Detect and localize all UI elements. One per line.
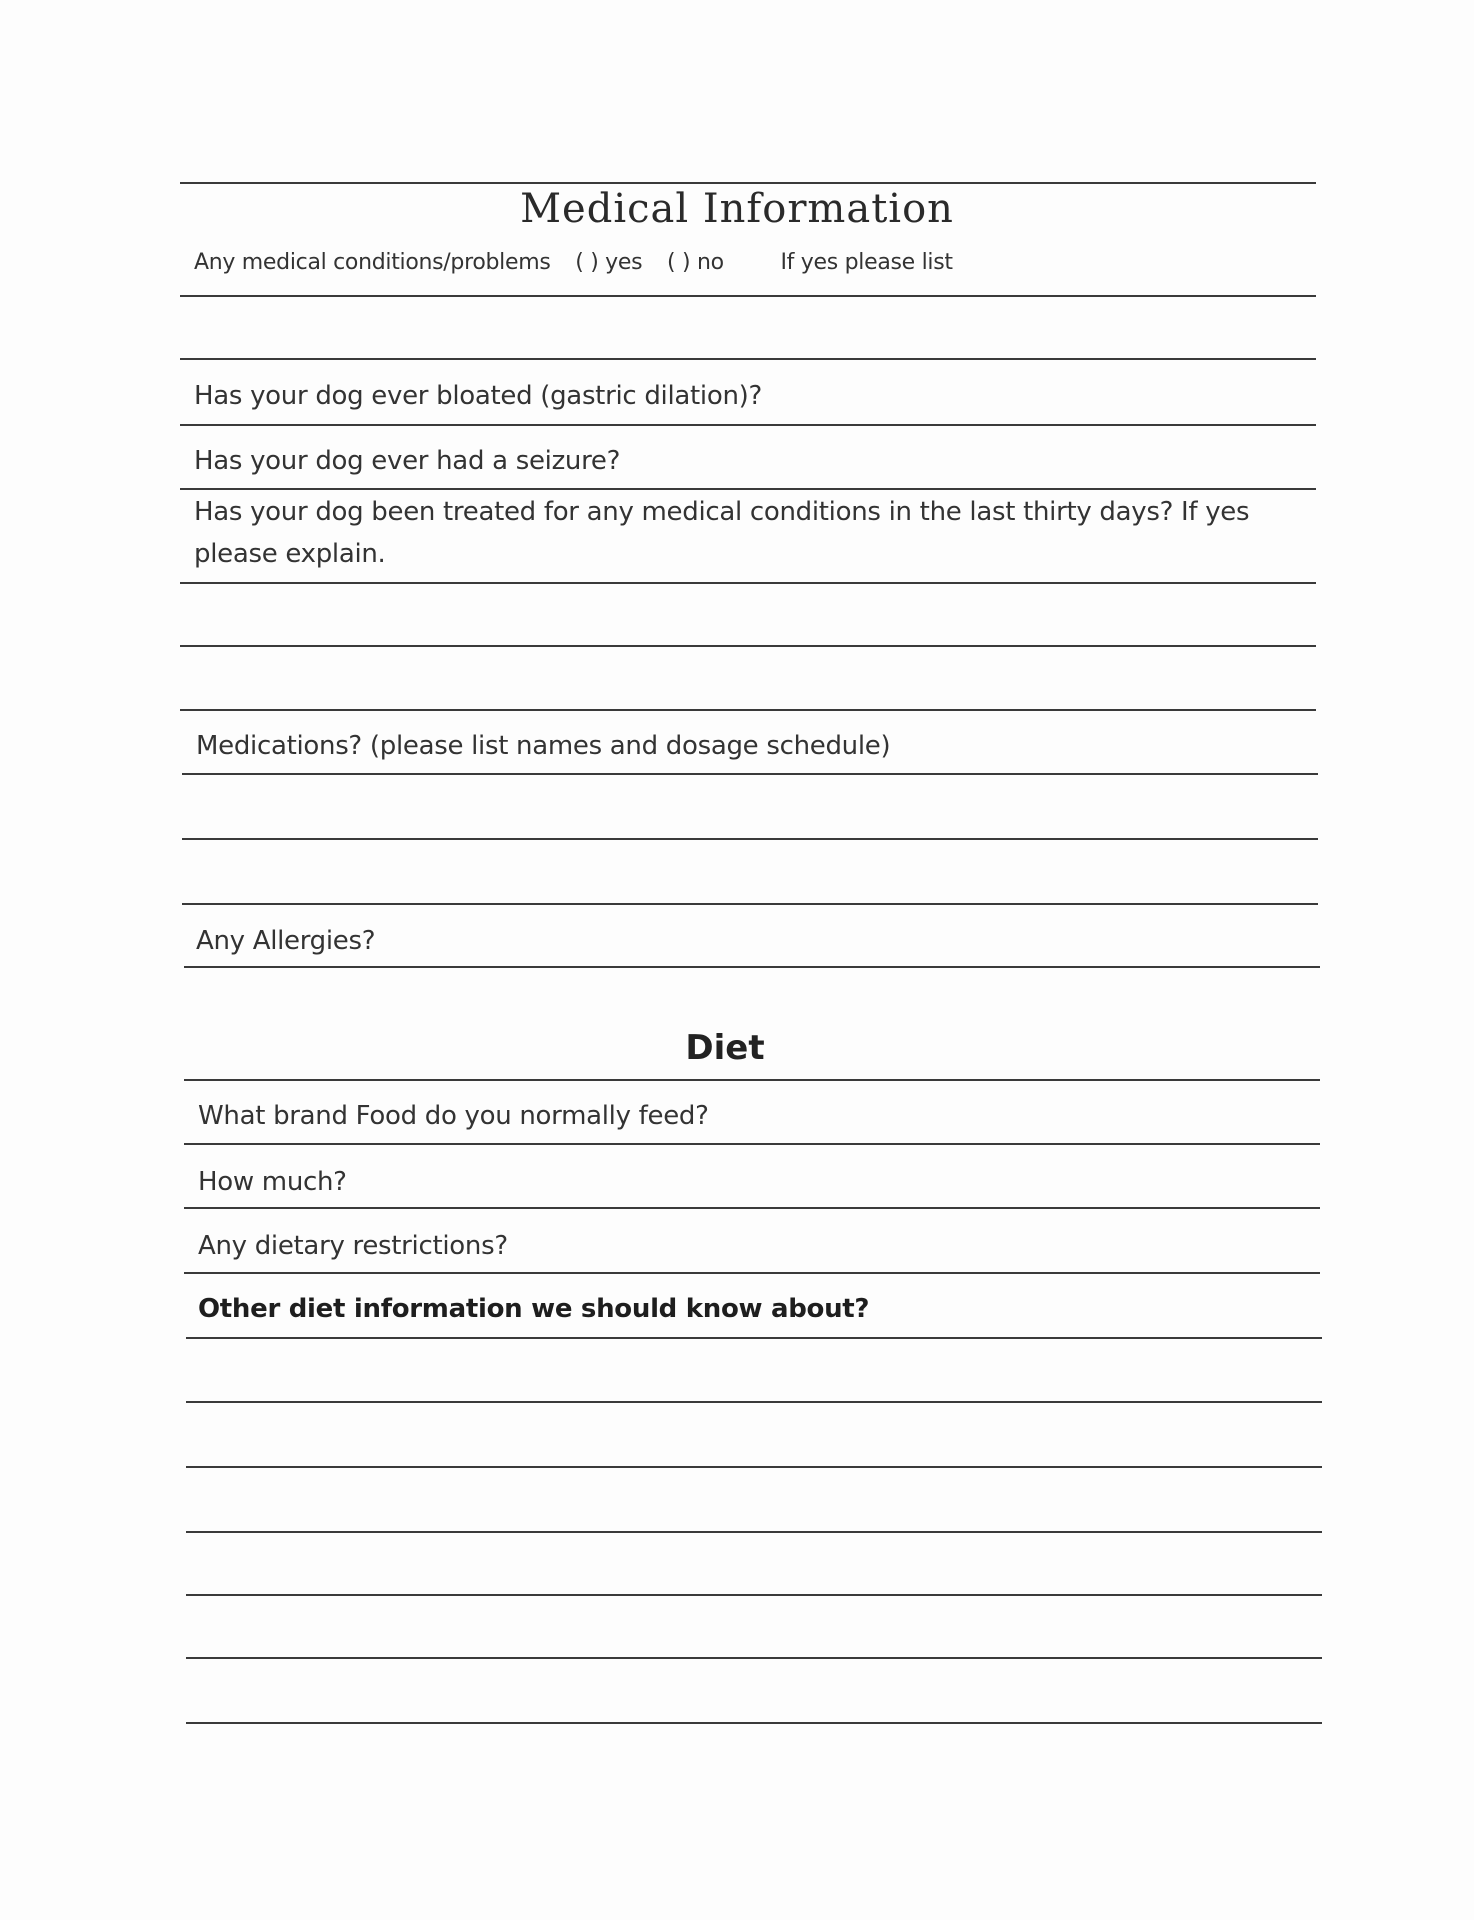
other-diet-answer-line-1[interactable] <box>186 1337 1322 1339</box>
allergies-question: Any Allergies? <box>196 926 376 956</box>
medical-conditions-no-checkbox[interactable]: ( ) no <box>667 250 724 275</box>
medical-conditions-answer-line-2[interactable] <box>180 358 1316 360</box>
medications-question: Medications? (please list names and dosage schedule) <box>196 731 891 761</box>
restrictions-answer-line[interactable] <box>184 1272 1320 1274</box>
medications-answer-line-3[interactable] <box>182 903 1318 905</box>
seizure-answer-line[interactable] <box>180 488 1316 490</box>
treated-answer-line-1[interactable] <box>180 582 1316 584</box>
seizure-question: Has your dog ever had a seizure? <box>194 446 621 476</box>
other-diet-question: Other diet information we should know about? <box>198 1294 870 1324</box>
other-diet-answer-line-4[interactable] <box>186 1531 1322 1533</box>
top-rule <box>180 182 1316 184</box>
restrictions-question: Any dietary restrictions? <box>198 1231 508 1261</box>
medications-answer-line-1[interactable] <box>182 773 1318 775</box>
brand-answer-line[interactable] <box>184 1143 1320 1145</box>
treated-answer-line-3[interactable] <box>180 709 1316 711</box>
diet-section-title: Diet <box>685 1028 765 1068</box>
medical-section-title: Medical Information <box>520 186 954 232</box>
medical-conditions-label: Any medical conditions/problems <box>194 250 551 275</box>
brand-question: What brand Food do you normally feed? <box>198 1101 709 1131</box>
treated-question: Has your dog been treated for any medical conditions in the last thirty days? If yes please explain. <box>194 497 1250 569</box>
bloated-question: Has your dog ever bloated (gastric dilation)? <box>194 381 762 411</box>
allergies-answer-line[interactable] <box>184 966 1320 968</box>
medical-conditions-answer-line-1[interactable] <box>180 295 1316 297</box>
how-much-answer-line[interactable] <box>184 1207 1320 1209</box>
other-diet-answer-line-6[interactable] <box>186 1657 1322 1659</box>
treated-answer-line-2[interactable] <box>180 645 1316 647</box>
medical-conditions-if-yes-label: If yes please list <box>780 250 953 275</box>
other-diet-answer-line-3[interactable] <box>186 1466 1322 1468</box>
other-diet-answer-line-5[interactable] <box>186 1594 1322 1596</box>
bloated-answer-line[interactable] <box>180 424 1316 426</box>
medications-answer-line-2[interactable] <box>182 838 1318 840</box>
other-diet-answer-line-2[interactable] <box>186 1401 1322 1403</box>
medical-conditions-question <box>194 250 953 275</box>
how-much-question: How much? <box>198 1167 347 1197</box>
medical-conditions-yes-checkbox[interactable]: ( ) yes <box>575 250 643 275</box>
other-diet-answer-line-7[interactable] <box>186 1722 1322 1724</box>
diet-title-rule <box>184 1079 1320 1081</box>
